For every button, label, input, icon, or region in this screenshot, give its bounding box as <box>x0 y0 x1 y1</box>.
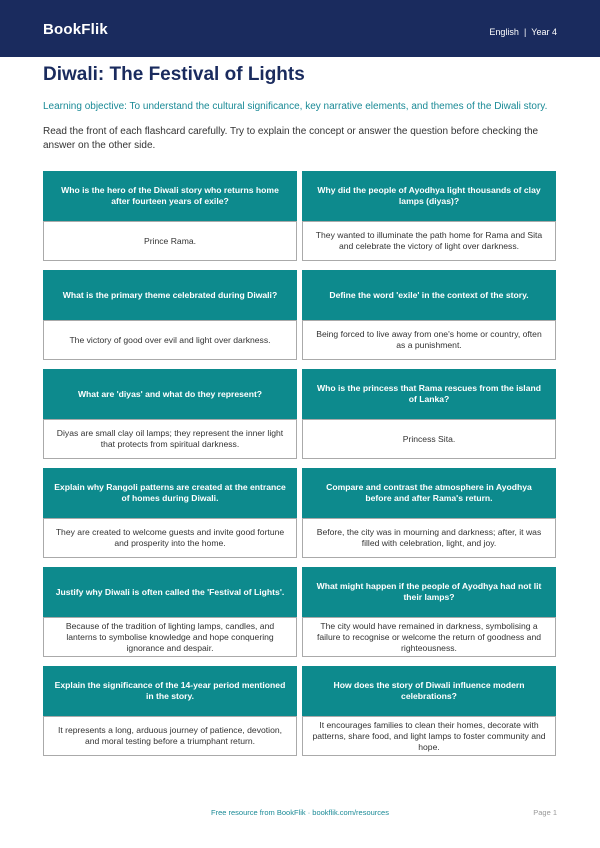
flashcard-back: Diyas are small clay oil lamps; they represent the inner light that protects from spiritual darkness. <box>43 419 297 459</box>
learning-objective: Learning objective: To understand the cultural significance, key narrative elements, and themes of the Diwali story. <box>43 101 548 112</box>
flashcard <box>302 468 556 549</box>
flashcard-back: Princess Sita. <box>302 419 556 459</box>
flashcard <box>302 666 556 752</box>
flashcard-grid <box>43 171 556 752</box>
header-meta <box>489 27 557 37</box>
flashcard-front: Compare and contrast the atmosphere in Ayodhya before and after Rama's return. <box>302 468 556 518</box>
brand-logo[interactable]: BookFlik <box>43 21 108 38</box>
flashcard <box>302 270 556 351</box>
flashcard-front: Justify why Diwali is often called the 'Festival of Lights'. <box>43 567 297 617</box>
flashcard-back: Prince Rama. <box>43 221 297 261</box>
flashcard <box>43 270 297 351</box>
flashcard-back: Being forced to live away from one's home or country, often as a punishment. <box>302 320 556 360</box>
flashcard-front: What is the primary theme celebrated during Diwali? <box>43 270 297 320</box>
flashcard-back: They are created to welcome guests and invite good fortune and prosperity into the home. <box>43 518 297 558</box>
flashcard-front: Explain the significance of the 14-year period mentioned in the story. <box>43 666 297 716</box>
flashcard-front: Explain why Rangoli patterns are created at the entrance of homes during Diwali. <box>43 468 297 518</box>
flashcard-front: What might happen if the people of Ayodhya had not lit their lamps? <box>302 567 556 617</box>
flashcard <box>302 567 556 653</box>
flashcard-front: Who is the princess that Rama rescues from the island of Lanka? <box>302 369 556 419</box>
footer-credit[interactable]: Free resource from BookFlik · bookflik.com/resources <box>211 808 389 817</box>
meta-separator: | <box>523 27 527 37</box>
flashcard-back: The victory of good over evil and light over darkness. <box>43 320 297 360</box>
flashcard <box>302 369 556 450</box>
flashcard-back: They wanted to illuminate the path home for Rama and Sita and celebrate the victory of light over darkness. <box>302 221 556 261</box>
flashcard <box>43 171 297 252</box>
flashcard <box>43 567 297 653</box>
flashcard-front: How does the story of Diwali influence modern celebrations? <box>302 666 556 716</box>
header-bar <box>0 0 600 57</box>
flashcard-front: Who is the hero of the Diwali story who returns home after fourteen years of exile? <box>43 171 297 221</box>
flashcard-front: What are 'diyas' and what do they represent? <box>43 369 297 419</box>
flashcard-back: The city would have remained in darkness, symbolising a failure to recognise or welcome the return of goodness and righteousness. <box>302 617 556 657</box>
year-label: Year 4 <box>531 27 557 37</box>
page-title: Diwali: The Festival of Lights <box>43 64 305 85</box>
flashcard <box>302 171 556 252</box>
flashcard-back: It encourages families to clean their homes, decorate with patterns, share food, and light lamps to foster community and hope. <box>302 716 556 756</box>
language-label: English <box>489 27 519 37</box>
flashcard-front: Why did the people of Ayodhya light thousands of clay lamps (diyas)? <box>302 171 556 221</box>
flashcard <box>43 468 297 549</box>
flashcard-back: Before, the city was in mourning and darkness; after, it was filled with celebration, light, and joy. <box>302 518 556 558</box>
flashcard-front: Define the word 'exile' in the context of the story. <box>302 270 556 320</box>
instructions: Read the front of each flashcard carefully. Try to explain the concept or answer the question before checking the answer on the other side. <box>43 126 539 151</box>
flashcard-back: Because of the tradition of lighting lamps, candles, and lanterns to symbolise knowledge and hope conquering ignorance and despair. <box>43 617 297 657</box>
flashcard <box>43 666 297 747</box>
page-number: Page 1 <box>533 808 557 817</box>
flashcard <box>43 369 297 450</box>
flashcard-back: It represents a long, arduous journey of patience, devotion, and moral testing before a triumphant return. <box>43 716 297 756</box>
